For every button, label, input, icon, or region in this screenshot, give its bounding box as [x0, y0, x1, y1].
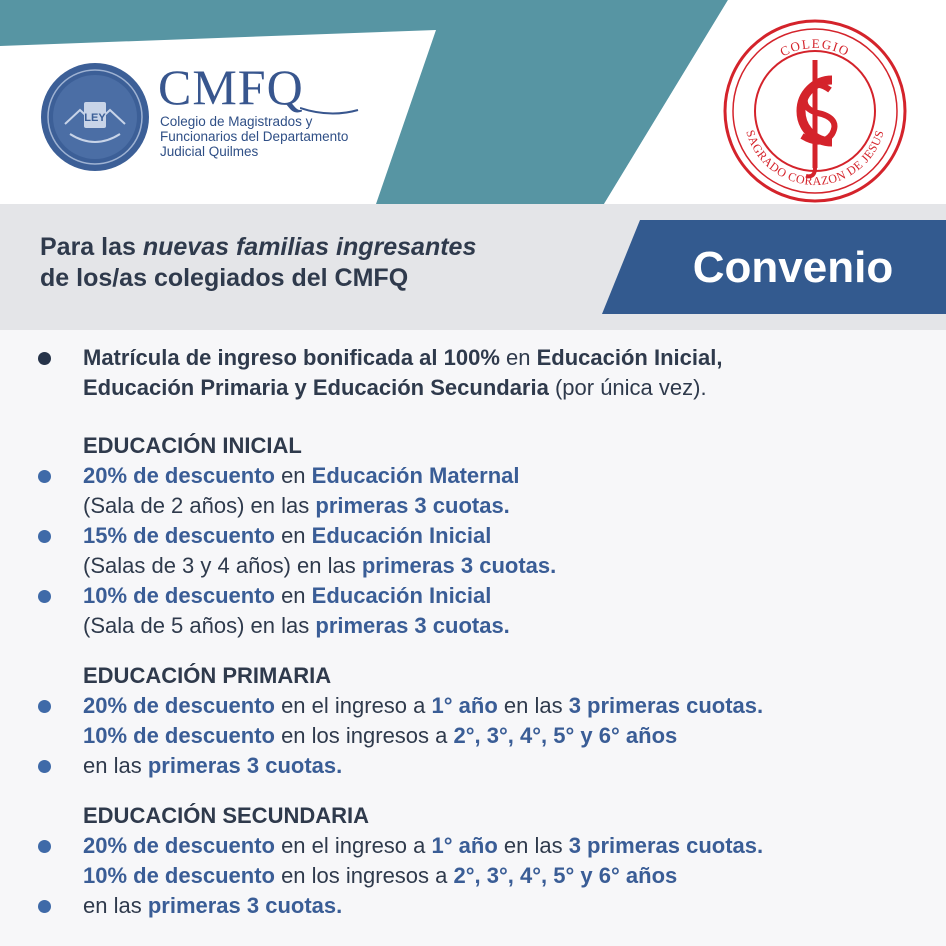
bullet-icon: [38, 352, 51, 365]
bullet-icon: [38, 470, 51, 483]
list-item-continuation: 10% de descuento en los ingresos a 2°, 3°, 4°, 5° y 6° años: [83, 723, 678, 748]
bullet-icon: [38, 700, 51, 713]
intro-item: Matrícula de ingreso bonificada al 100% en Educación Inicial, Educación Primaria y Educación Secundaria (por única vez).: [38, 343, 928, 403]
list-item: 10% de descuento en Educación Inicial (Sala de 5 años) en las primeras 3 cuotas.: [38, 581, 928, 641]
benefits-list: [38, 343, 928, 921]
bullet-icon: [38, 840, 51, 853]
cmfq-emblem-text: LEY: [84, 112, 106, 124]
bullet-icon: [38, 900, 51, 913]
section-title-secundaria: EDUCACIÓN SECUNDARIA: [83, 803, 370, 828]
bullet-icon: [38, 590, 51, 603]
bullet-icon: [38, 760, 51, 773]
list-item-continuation: 10% de descuento en los ingresos a 2°, 3°, 4°, 5° y 6° años: [83, 863, 678, 888]
list-item: en las primeras 3 cuotas.: [38, 891, 928, 921]
convenio-badge: Convenio: [692, 243, 894, 292]
list-item: en las primeras 3 cuotas.: [38, 751, 928, 781]
cmfq-seal-icon: [40, 62, 150, 172]
school-logo: [722, 18, 908, 204]
school-arc-bottom: SAGRADO CORAZON DE JESUS: [743, 128, 887, 189]
headline: [40, 232, 600, 294]
list-item: 20% de descuento en el ingreso a 1° año en las 3 primeras cuotas.: [38, 831, 928, 861]
bullet-icon: [38, 530, 51, 543]
headline-prefix: Para las: [40, 233, 143, 261]
list-item: 15% de descuento en Educación Inicial (Salas de 3 y 4 años) en las primeras 3 cuotas.: [38, 521, 928, 581]
section-title-inicial: EDUCACIÓN INICIAL: [83, 433, 302, 458]
section-title-primaria: EDUCACIÓN PRIMARIA: [83, 663, 332, 688]
cmfq-logo-name: CMFQ: [158, 59, 304, 115]
list-item: 20% de descuento en el ingreso a 1° año en las 3 primeras cuotas.: [38, 691, 928, 721]
list-item: 20% de descuento en Educación Maternal (Sala de 2 años) en las primeras 3 cuotas.: [38, 461, 928, 521]
school-arc-top: COLEGIO: [777, 35, 853, 60]
cmfq-logo-subtitle: Colegio de Magistrados y Funcionarios del Departamento Judicial Quilmes: [160, 114, 349, 159]
headline-emphasis: nuevas familias ingresantes: [142, 233, 477, 261]
headline-line2: de los/as colegiados del CMFQ: [40, 264, 409, 292]
